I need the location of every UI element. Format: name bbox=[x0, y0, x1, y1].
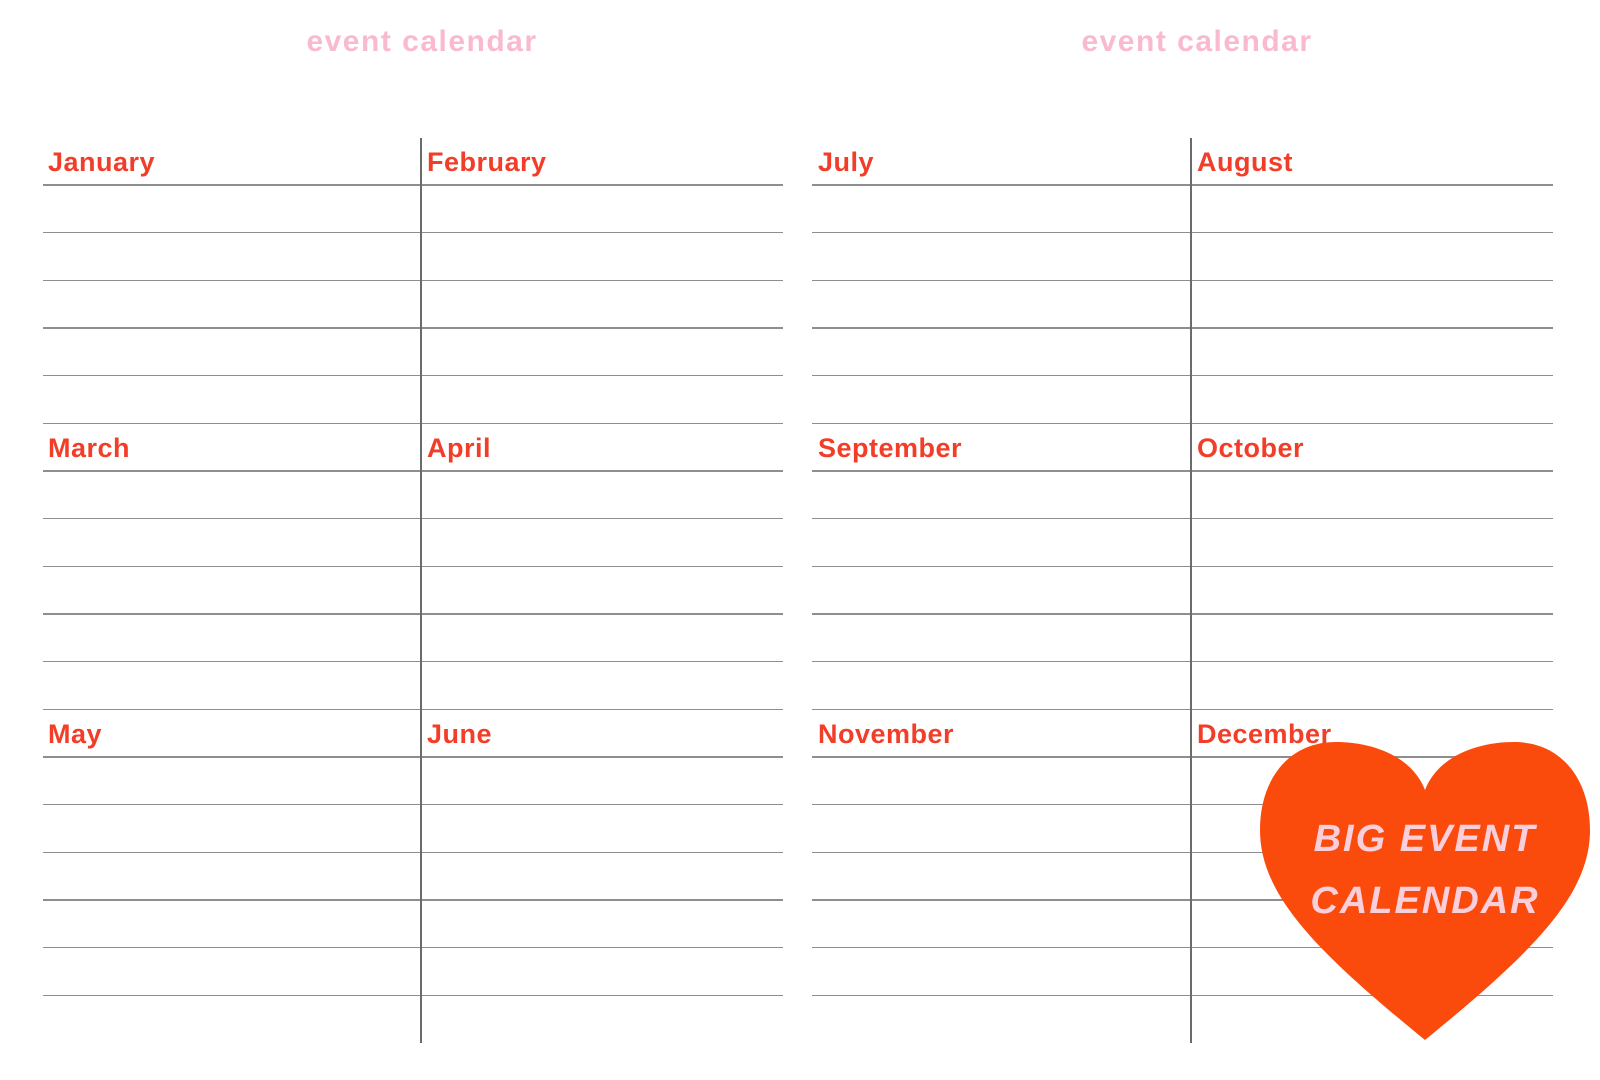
ruled-line bbox=[43, 423, 783, 425]
month-label-may: May bbox=[48, 719, 103, 749]
ruled-line bbox=[43, 804, 783, 806]
ruled-line bbox=[43, 852, 783, 854]
heart-text-line1: BIG EVENT bbox=[1313, 818, 1537, 860]
ruled-line bbox=[43, 184, 783, 186]
month-label-november: November bbox=[818, 719, 955, 749]
column-divider-left-page bbox=[420, 138, 422, 1043]
ruled-line bbox=[812, 280, 1553, 282]
ruled-line bbox=[812, 327, 1553, 329]
page-title-right: event calendar bbox=[1081, 25, 1313, 58]
ruled-line bbox=[812, 613, 1553, 615]
ruled-line bbox=[43, 947, 783, 949]
ruled-line bbox=[812, 709, 1553, 711]
month-label-october: October bbox=[1197, 433, 1305, 463]
ruled-line bbox=[812, 661, 1553, 663]
month-label-september: September bbox=[818, 433, 963, 463]
ruled-line bbox=[43, 709, 783, 711]
ruled-line bbox=[43, 995, 783, 997]
ruled-line bbox=[812, 423, 1553, 425]
ruled-line bbox=[43, 327, 783, 329]
ruled-line bbox=[43, 375, 783, 377]
heart-text-line2: CALENDAR bbox=[1310, 880, 1540, 922]
ruled-line bbox=[43, 661, 783, 663]
ruled-line bbox=[812, 470, 1553, 472]
ruled-line bbox=[812, 566, 1553, 568]
ruled-line bbox=[43, 566, 783, 568]
month-label-june: June bbox=[427, 719, 493, 749]
page-title-left: event calendar bbox=[306, 25, 538, 58]
ruled-line bbox=[43, 613, 783, 615]
month-label-december: December bbox=[1197, 719, 1332, 749]
month-label-august: August bbox=[1197, 147, 1293, 177]
ruled-line bbox=[812, 232, 1553, 234]
ruled-line bbox=[43, 232, 783, 234]
ruled-line bbox=[812, 184, 1553, 186]
month-label-april: April bbox=[427, 433, 492, 463]
month-label-july: July bbox=[818, 147, 875, 177]
ruled-line bbox=[43, 518, 783, 520]
column-divider-right-page bbox=[1190, 138, 1192, 1043]
ruled-line bbox=[43, 899, 783, 901]
ruled-line bbox=[812, 375, 1553, 377]
ruled-line bbox=[43, 756, 783, 758]
ruled-lines-left-page bbox=[43, 138, 783, 1043]
month-label-january: January bbox=[48, 147, 156, 177]
month-label-march: March bbox=[48, 433, 131, 463]
ruled-line bbox=[43, 470, 783, 472]
ruled-line bbox=[812, 518, 1553, 520]
month-label-february: February bbox=[427, 147, 547, 177]
ruled-line bbox=[43, 280, 783, 282]
